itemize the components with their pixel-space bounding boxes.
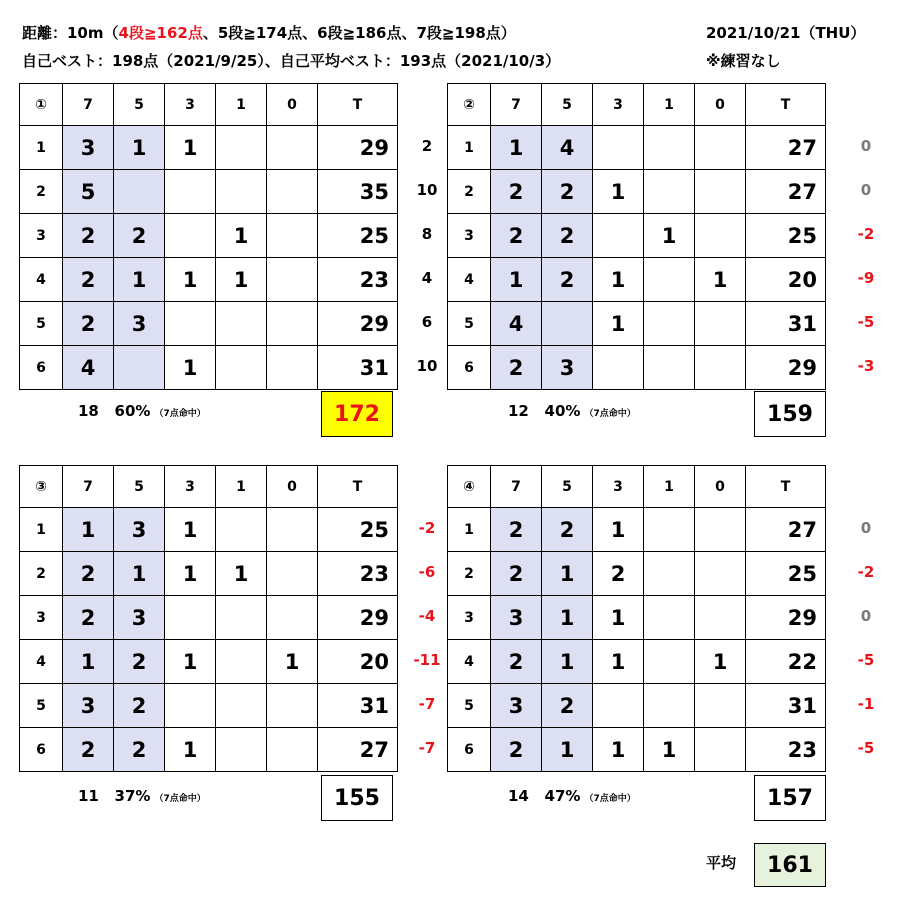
table-row: [448, 552, 826, 596]
end-total: 29: [746, 596, 826, 640]
table-row: [20, 728, 398, 772]
score-diff: -11: [413, 651, 441, 669]
round-4-pct-note: （7点命中）: [584, 794, 636, 804]
round-2-stats: [508, 402, 636, 420]
count-cell: [216, 508, 267, 552]
count-cell: [695, 596, 746, 640]
column-header: 0: [267, 466, 318, 508]
table-row: [448, 126, 826, 170]
end-total: 31: [318, 346, 398, 390]
side-value: 8: [421, 225, 433, 243]
count-cell: [593, 684, 644, 728]
end-total: 31: [746, 302, 826, 346]
score-diff: -7: [418, 695, 436, 713]
count-cell: [267, 302, 318, 346]
count-cell: [644, 126, 695, 170]
count-cell: 1: [542, 640, 593, 684]
column-header: 0: [695, 466, 746, 508]
score-diff: -2: [857, 563, 875, 581]
score-table-round-4: [447, 465, 826, 772]
end-total: 29: [318, 126, 398, 170]
count-cell: 2: [542, 214, 593, 258]
column-header: 3: [593, 466, 644, 508]
round-2-pct: 40%: [544, 402, 581, 420]
count-cell: [165, 214, 216, 258]
end-number: 1: [20, 508, 63, 552]
count-cell: 1: [644, 214, 695, 258]
end-total: 27: [318, 728, 398, 772]
end-number: 5: [448, 302, 491, 346]
count-cell: 1: [114, 258, 165, 302]
count-cell: [216, 728, 267, 772]
end-number: 3: [448, 596, 491, 640]
count-cell: 1: [267, 640, 318, 684]
count-cell: [644, 346, 695, 390]
count-cell: 2: [63, 258, 114, 302]
count-cell: 2: [491, 728, 542, 772]
session-note: ※練習なし: [706, 52, 781, 70]
table-row: [20, 258, 398, 302]
round-label: ②: [448, 84, 491, 126]
count-cell: 3: [491, 596, 542, 640]
table-row: [448, 684, 826, 728]
count-cell: 2: [542, 508, 593, 552]
count-cell: [695, 302, 746, 346]
score-table-round-3: [19, 465, 398, 772]
table-row: [20, 126, 398, 170]
table-row: [20, 640, 398, 684]
count-cell: [165, 170, 216, 214]
end-number: 3: [20, 596, 63, 640]
table-row: [20, 684, 398, 728]
table-row: [448, 728, 826, 772]
column-header: 3: [165, 84, 216, 126]
column-header: 7: [63, 466, 114, 508]
count-cell: [267, 684, 318, 728]
count-cell: [114, 346, 165, 390]
column-header: 3: [593, 84, 644, 126]
round-4-total: 157: [754, 775, 826, 821]
count-cell: 2: [491, 552, 542, 596]
round-2-total: 159: [754, 391, 826, 437]
end-total: 23: [746, 728, 826, 772]
count-cell: [267, 214, 318, 258]
count-cell: 2: [542, 170, 593, 214]
end-number: 2: [20, 170, 63, 214]
column-header: 5: [114, 466, 165, 508]
count-cell: 2: [114, 684, 165, 728]
end-number: 2: [20, 552, 63, 596]
score-diff: -2: [857, 225, 875, 243]
average-value: 161: [754, 843, 826, 887]
count-cell: 3: [114, 508, 165, 552]
count-cell: 1: [644, 728, 695, 772]
side-value: 4: [421, 269, 433, 287]
column-header: 7: [491, 84, 542, 126]
count-cell: [695, 346, 746, 390]
count-cell: 1: [542, 596, 593, 640]
column-header: 5: [114, 84, 165, 126]
count-cell: [593, 126, 644, 170]
round-1-pct: 60%: [114, 402, 151, 420]
count-cell: 1: [216, 552, 267, 596]
score-diff: -1: [857, 695, 875, 713]
count-cell: [644, 258, 695, 302]
count-cell: [695, 508, 746, 552]
count-cell: 2: [63, 302, 114, 346]
column-header: 7: [63, 84, 114, 126]
count-cell: 3: [63, 126, 114, 170]
count-cell: 2: [491, 214, 542, 258]
side-value: 6: [421, 313, 433, 331]
count-cell: 1: [593, 302, 644, 346]
round-label: ④: [448, 466, 491, 508]
count-cell: 1: [63, 508, 114, 552]
count-cell: [267, 728, 318, 772]
round-3-stats: [78, 787, 206, 805]
end-total: 31: [746, 684, 826, 728]
end-number: 6: [20, 728, 63, 772]
end-number: 2: [448, 552, 491, 596]
column-header: T: [318, 84, 398, 126]
count-cell: 1: [165, 508, 216, 552]
count-cell: [593, 346, 644, 390]
column-header: 1: [216, 84, 267, 126]
round-3-pct-note: （7点命中）: [154, 794, 206, 804]
table-row: [448, 640, 826, 684]
count-cell: 1: [491, 258, 542, 302]
end-total: 29: [318, 302, 398, 346]
count-cell: [216, 170, 267, 214]
end-total: 25: [746, 552, 826, 596]
count-cell: 1: [165, 346, 216, 390]
end-number: 4: [448, 640, 491, 684]
end-number: 5: [448, 684, 491, 728]
end-total: 27: [746, 170, 826, 214]
count-cell: [695, 552, 746, 596]
column-header: T: [746, 466, 826, 508]
end-number: 6: [20, 346, 63, 390]
table-row: [20, 170, 398, 214]
count-cell: 1: [593, 258, 644, 302]
count-cell: 1: [542, 728, 593, 772]
round-1-hits: 18: [78, 402, 99, 420]
distance-line: [22, 22, 516, 43]
end-number: 4: [20, 258, 63, 302]
count-cell: [267, 126, 318, 170]
end-number: 6: [448, 346, 491, 390]
count-cell: [644, 508, 695, 552]
count-cell: [216, 640, 267, 684]
count-cell: 4: [491, 302, 542, 346]
end-number: 6: [448, 728, 491, 772]
column-header: 7: [491, 466, 542, 508]
count-cell: [644, 684, 695, 728]
count-cell: [542, 302, 593, 346]
distance-prefix: 距離：10m（: [22, 24, 119, 42]
table-row: [448, 596, 826, 640]
count-cell: 1: [165, 640, 216, 684]
table-row: [448, 214, 826, 258]
column-header: 0: [695, 84, 746, 126]
count-cell: 3: [114, 302, 165, 346]
count-cell: [216, 596, 267, 640]
end-number: 3: [20, 214, 63, 258]
count-cell: 2: [63, 552, 114, 596]
score-diff: 0: [860, 519, 872, 537]
table-row: [448, 170, 826, 214]
end-total: 25: [746, 214, 826, 258]
round-2-pct-note: （7点命中）: [584, 409, 636, 419]
count-cell: [695, 728, 746, 772]
count-cell: 1: [542, 552, 593, 596]
column-header: T: [746, 84, 826, 126]
count-cell: 1: [165, 258, 216, 302]
score-table-round-2: [447, 83, 826, 390]
end-total: 22: [746, 640, 826, 684]
count-cell: 1: [593, 170, 644, 214]
end-total: 25: [318, 214, 398, 258]
count-cell: [593, 214, 644, 258]
personal-best-line: 自己ベスト：198点（2021/9/25）、自己平均ベスト：193点（2021/10/3）: [22, 52, 561, 70]
score-diff: 0: [860, 607, 872, 625]
score-diff: -5: [857, 739, 875, 757]
end-number: 4: [20, 640, 63, 684]
count-cell: [165, 596, 216, 640]
count-cell: 1: [165, 126, 216, 170]
count-cell: 1: [491, 126, 542, 170]
score-diff: -7: [418, 739, 436, 757]
count-cell: 2: [63, 596, 114, 640]
count-cell: 1: [216, 258, 267, 302]
distance-4dan-threshold: 4段≧162点: [118, 24, 203, 42]
table-row: [20, 596, 398, 640]
count-cell: 3: [63, 684, 114, 728]
count-cell: 1: [114, 126, 165, 170]
count-cell: [267, 170, 318, 214]
end-total: 23: [318, 258, 398, 302]
count-cell: 2: [491, 640, 542, 684]
column-header: 1: [216, 466, 267, 508]
column-header: 1: [644, 466, 695, 508]
count-cell: 1: [593, 596, 644, 640]
column-header: 3: [165, 466, 216, 508]
score-diff: 0: [860, 137, 872, 155]
round-3-hits: 11: [78, 787, 99, 805]
count-cell: [216, 684, 267, 728]
count-cell: 2: [63, 214, 114, 258]
round-1-pct-note: （7点命中）: [154, 409, 206, 419]
column-header: 0: [267, 84, 318, 126]
end-number: 1: [20, 126, 63, 170]
count-cell: 3: [542, 346, 593, 390]
score-diff: -5: [857, 651, 875, 669]
count-cell: 2: [63, 728, 114, 772]
side-value: 10: [416, 357, 438, 375]
table-row: [448, 346, 826, 390]
table-row: [448, 302, 826, 346]
count-cell: 2: [542, 258, 593, 302]
score-diff: -5: [857, 313, 875, 331]
round-1-total: 172: [321, 391, 393, 437]
count-cell: [165, 302, 216, 346]
end-total: 27: [746, 508, 826, 552]
round-3-total: 155: [321, 775, 393, 821]
end-total: 29: [746, 346, 826, 390]
distance-rest: 、5段≧174点、6段≧186点、7段≧198点）: [202, 24, 516, 42]
end-total: 23: [318, 552, 398, 596]
end-number: 5: [20, 684, 63, 728]
count-cell: [216, 346, 267, 390]
score-diff: -3: [857, 357, 875, 375]
count-cell: [267, 508, 318, 552]
column-header: T: [318, 466, 398, 508]
count-cell: 2: [114, 214, 165, 258]
count-cell: [644, 596, 695, 640]
count-cell: [267, 596, 318, 640]
end-total: 20: [318, 640, 398, 684]
column-header: 1: [644, 84, 695, 126]
side-value: 2: [421, 137, 433, 155]
count-cell: [267, 552, 318, 596]
table-row: [20, 214, 398, 258]
count-cell: [695, 214, 746, 258]
round-1-stats: [78, 402, 206, 420]
score-diff: -2: [418, 519, 436, 537]
count-cell: 1: [695, 640, 746, 684]
score-diff: -6: [418, 563, 436, 581]
table-row: [20, 508, 398, 552]
count-cell: 3: [491, 684, 542, 728]
count-cell: 2: [593, 552, 644, 596]
count-cell: [695, 170, 746, 214]
count-cell: 3: [114, 596, 165, 640]
end-number: 1: [448, 508, 491, 552]
count-cell: 2: [491, 508, 542, 552]
round-4-pct: 47%: [544, 787, 581, 805]
count-cell: 2: [114, 728, 165, 772]
end-number: 2: [448, 170, 491, 214]
round-3-pct: 37%: [114, 787, 151, 805]
count-cell: 1: [165, 552, 216, 596]
count-cell: 2: [491, 170, 542, 214]
end-total: 31: [318, 684, 398, 728]
table-row: [448, 508, 826, 552]
count-cell: 1: [114, 552, 165, 596]
count-cell: [267, 258, 318, 302]
round-label: ③: [20, 466, 63, 508]
end-total: 27: [746, 126, 826, 170]
count-cell: 1: [695, 258, 746, 302]
count-cell: 1: [593, 728, 644, 772]
count-cell: [165, 684, 216, 728]
end-total: 35: [318, 170, 398, 214]
end-total: 20: [746, 258, 826, 302]
count-cell: 1: [63, 640, 114, 684]
score-diff: 0: [860, 181, 872, 199]
count-cell: 1: [593, 508, 644, 552]
count-cell: [114, 170, 165, 214]
score-diff: -4: [418, 607, 436, 625]
table-row: [20, 552, 398, 596]
count-cell: 4: [63, 346, 114, 390]
count-cell: [644, 640, 695, 684]
count-cell: [644, 170, 695, 214]
average-label: 平均: [706, 854, 737, 872]
end-total: 25: [318, 508, 398, 552]
column-header: 5: [542, 466, 593, 508]
table-row: [20, 302, 398, 346]
count-cell: 1: [593, 640, 644, 684]
count-cell: [644, 552, 695, 596]
end-number: 1: [448, 126, 491, 170]
count-cell: 1: [165, 728, 216, 772]
count-cell: 2: [114, 640, 165, 684]
count-cell: [644, 302, 695, 346]
table-row: [20, 346, 398, 390]
count-cell: [267, 346, 318, 390]
count-cell: 2: [542, 684, 593, 728]
column-header: 5: [542, 84, 593, 126]
end-number: 3: [448, 214, 491, 258]
count-cell: [216, 302, 267, 346]
end-number: 4: [448, 258, 491, 302]
count-cell: [695, 684, 746, 728]
count-cell: [216, 126, 267, 170]
count-cell: [695, 126, 746, 170]
session-date: 2021/10/21（THU）: [706, 24, 866, 42]
round-2-hits: 12: [508, 402, 529, 420]
round-4-hits: 14: [508, 787, 529, 805]
round-label: ①: [20, 84, 63, 126]
round-4-stats: [508, 787, 636, 805]
table-row: [448, 258, 826, 302]
end-number: 5: [20, 302, 63, 346]
count-cell: 4: [542, 126, 593, 170]
end-total: 29: [318, 596, 398, 640]
count-cell: 1: [216, 214, 267, 258]
side-value: 10: [416, 181, 438, 199]
count-cell: 5: [63, 170, 114, 214]
score-diff: -9: [857, 269, 875, 287]
score-table-round-1: [19, 83, 398, 390]
count-cell: 2: [491, 346, 542, 390]
